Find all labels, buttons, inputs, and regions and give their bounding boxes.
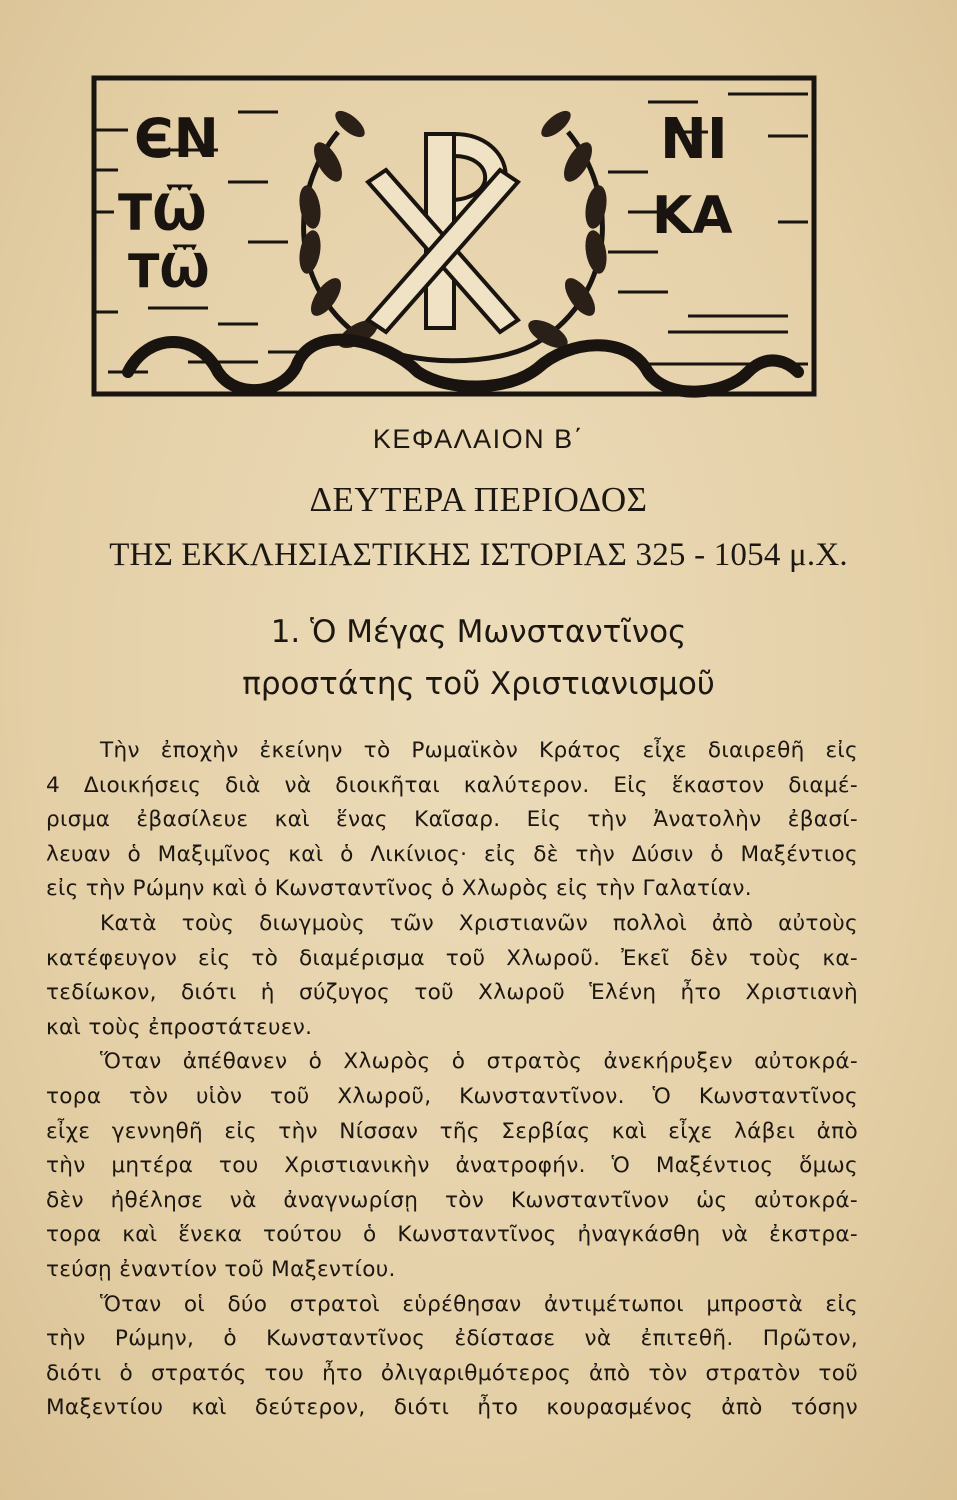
text-line: τορα τὸν υἱὸν τοῦ Χλωροῦ, Κωνσταντῖνον. Ὁ Κωνσταντῖνος — [46, 1083, 858, 1109]
chapter-heading: ΚΕΦΑΛΑΙΟΝ Β΄ — [372, 424, 585, 454]
text-line: ρισμα ἐβασίλευε καὶ ἕνας Καῖσαρ. Εἰς τὴν Ἀνατολὴν ἐβασί- — [46, 807, 858, 833]
section-title — [0, 606, 957, 710]
text-line: κατέφευγον εἰς τὸ διαμέρισμα τοῦ Χλωροῦ. Ἐκεῖ δὲν τοὺς κα- — [46, 945, 858, 971]
text-line: διότι ὁ στρατός του ἦτο ὀλιγαριθμότερος ἀπὸ τὸν στρατὸν τοῦ — [46, 1360, 858, 1386]
text-line: Μαξεντίου καὶ δεύτερον, διότι ἦτο κουρασμένος ἀπὸ τόσην — [46, 1395, 858, 1421]
text-line: Ὅταν οἱ δύο στρατοὶ εὑρέθησαν ἀντιμέτωποι μπροστὰ εἰς — [100, 1291, 858, 1317]
text-line: εἶχε γεννηθῆ εἰς τὴν Νίσσαν τῆς Σερβίας καὶ εἶχε λάβει ἀπὸ — [46, 1118, 858, 1144]
chi-rho-emblem — [88, 72, 820, 400]
text-line: Ὅταν ἀπέθανεν ὁ Χλωρὸς ὁ στρατὸς ἀνεκήρυξεν αὐτοκρά- — [100, 1049, 858, 1075]
body-text — [46, 734, 858, 1426]
section-title-line-1: 1. Ὁ Μέγας Μωνσταντῖνος — [270, 614, 687, 650]
paragraph-2 — [46, 907, 858, 1045]
text-line: δὲν ἠθέλησε νὰ ἀναγνωρίσῃ τὸν Κωνσταντῖνον ὡς αὐτοκρά- — [46, 1187, 858, 1213]
text-line: τὴν Ρώμην, ὁ Κωνσταντῖνος ἐδίστασε νὰ ἐπιτεθῆ. Πρῶτον, — [46, 1326, 858, 1352]
text-line: τεδίωκον, διότι ἡ σύζυγος τοῦ Χλωροῦ Ἑλένη ἦτο Χριστιανὴ — [46, 980, 858, 1006]
text-line: λευαν ὁ Μαξιμῖνος καὶ ὁ Λικίνιος· εἰς δὲ τὴν Δύσιν ὁ Μαξέντιος — [46, 841, 858, 867]
text-line: τὴν μητέρα του Χριστιανικὴν ἀνατροφήν. Ὁ Μαξέντιος ὅμως — [46, 1153, 858, 1179]
emblem-letters-right-2: KA — [652, 186, 733, 246]
paragraph-1 — [46, 734, 858, 907]
period-subtitle: ΤΗΣ ΕΚΚΛΗΣΙΑΣΤΙΚΗΣ ΙΣΤΟΡΙΑΣ 325 - 1054 μ.Χ. — [109, 537, 848, 573]
period-title: ΔΕΥΤΕΡΑ ΠΕΡΙΟΔΟΣ — [309, 480, 648, 519]
text-line: τεύσῃ ἐναντίον τοῦ Μαξεντίου. — [46, 1256, 396, 1282]
text-line: εἰς τὴν Ρώμην καὶ ὁ Κωνσταντῖνος ὁ Χλωρὸς εἰς τὴν Γαλατίαν. — [46, 876, 752, 902]
text-line: καὶ τοὺς ἐπροστάτευεν. — [46, 1014, 313, 1040]
text-line: Τὴν ἐποχὴν ἐκείνην τὸ Ρωμαϊκὸν Κράτος εἶχε διαιρεθῆ εἰς — [100, 738, 858, 763]
section-title-line-2: προστάτης τοῦ Χριστιανισμοῦ — [242, 666, 715, 702]
emblem-letters-right-1: NI — [660, 107, 728, 172]
text-line: 4 Διοικήσεις διὰ νὰ διοικῆται καλύτερον. Εἰς ἕκαστον διαμέ- — [46, 772, 858, 798]
emblem-letters-left-3: TѾ — [128, 244, 210, 298]
paragraph-3 — [46, 1045, 858, 1287]
emblem-letters-left-1: ЄN — [134, 107, 219, 170]
text-line: Κατὰ τοὺς διωγμοὺς τῶν Χριστιανῶν πολλοὶ ἀπὸ αὐτοὺς — [100, 910, 858, 936]
paragraph-4 — [46, 1288, 858, 1426]
text-line: τορα καὶ ἕνεκα τούτου ὁ Κωνσταντῖνος ἠναγκάσθη νὰ ἐκστρα- — [46, 1222, 858, 1248]
emblem-letters-left-2: TѾ — [118, 184, 207, 242]
